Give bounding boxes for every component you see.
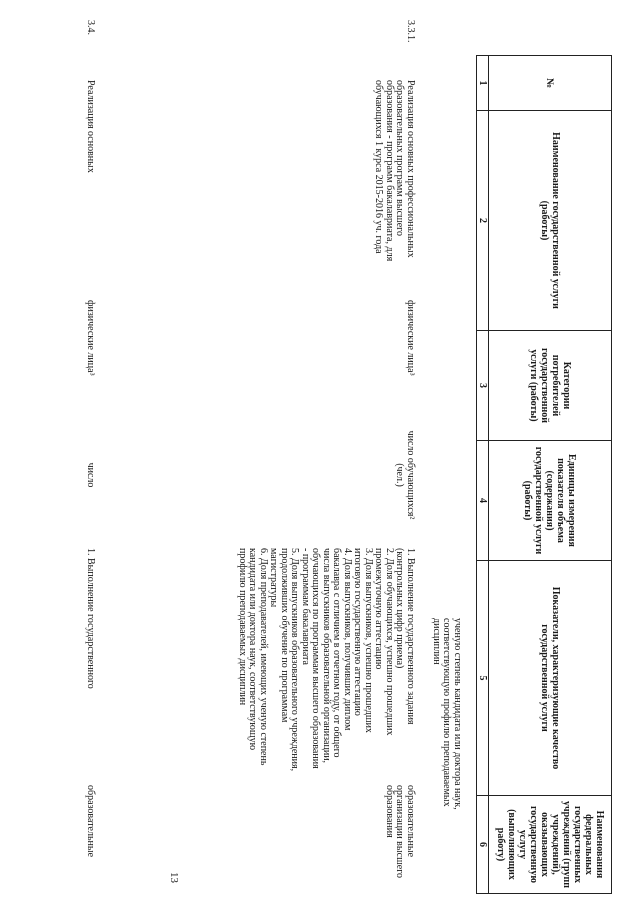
page-number: 13 bbox=[168, 872, 180, 883]
column-number: 4 bbox=[477, 441, 489, 561]
header-row bbox=[489, 56, 612, 894]
row-service-name: Реализация основных профессиональных образовательных программ высшего образования - программ бакалавриата, для обучающихся 1 курса 2015-2016 уч. года bbox=[373, 80, 416, 262]
continuation-indicators-text: ученую степень кандидата или доктора наук, соответствующую профилю преподаваемых дисциплин bbox=[431, 618, 463, 810]
column-number: 3 bbox=[477, 331, 489, 441]
header-service-name: Наименование государственной услуги (работы) bbox=[489, 111, 612, 331]
row-consumer-category: физические лица³ bbox=[85, 300, 96, 376]
header-quality-indicators: Показатели, характеризующие качество государственной услуги bbox=[489, 561, 612, 796]
row-quality-indicators: 1. Выполнение государственного bbox=[85, 548, 96, 689]
column-number: 2 bbox=[477, 111, 489, 331]
row-unit: число bbox=[85, 462, 96, 488]
header-table bbox=[476, 55, 612, 894]
row-institutions: образовательные bbox=[85, 785, 96, 858]
header-number: № bbox=[489, 56, 612, 111]
row-number: 3.4. bbox=[85, 20, 96, 35]
header-consumer-categories: Категории потребителей государственной услуги (работы) bbox=[489, 331, 612, 441]
row-number: 3.3.1. bbox=[405, 20, 416, 43]
row-quality-indicators: 1. Выполнение государственного задания (контрольных цифр приема) 2. Доля обучающихся, успешно прошедших промежуточную аттестацию 3. Доля выпускников, успешно прошедших итоговую государственную аттестацию 4. Доля выпускников, получивших диплом бакалавра с отличием в отчетном году, от общего числа выпускников образовательной организации, обучающихся по программам высшего образования - программам бакалавриата 5. Доля выпускников образовательного учреждения, продолживших обучение по программам магистратуры 6. Доля преподавателей, имеющих ученую степень кандидата или доктора наук, соответствующую профилю преподаваемых дисциплин bbox=[237, 548, 416, 772]
row-institutions: образовательные организации высшего образования bbox=[384, 785, 416, 879]
row-service-name: Реализация основных bbox=[85, 80, 96, 173]
header-volume-units: Единицы измерения показателя объема (содержания) государственной услуги (работы) bbox=[489, 441, 612, 561]
column-number: 1 bbox=[477, 56, 489, 111]
row-unit: число обучающихся² (чел.) bbox=[394, 430, 416, 520]
rotated-table-content bbox=[85, 0, 620, 905]
header-institutions: Наименования федеральных государственных учреждений (групп учреждений), оказывающих государственную услугу (выполняющих работу) bbox=[489, 796, 612, 894]
row-consumer-category: физические лица³ bbox=[405, 300, 416, 376]
column-number-row bbox=[477, 56, 489, 894]
column-number: 6 bbox=[477, 796, 489, 894]
column-number: 5 bbox=[477, 561, 489, 796]
